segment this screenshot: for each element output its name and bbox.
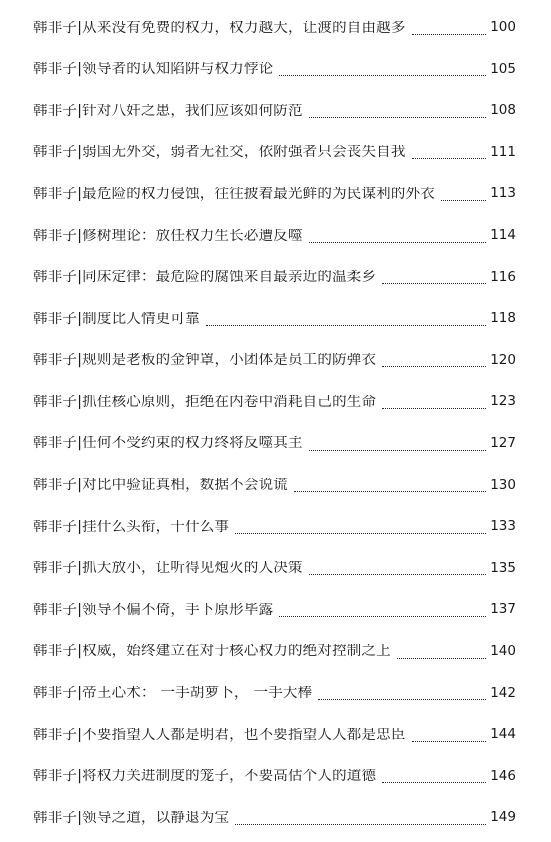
toc-entry-page-number: 116 [490, 268, 516, 285]
toc-dot-leader [309, 573, 486, 575]
toc-dot-leader [309, 241, 486, 243]
toc-entry-page-number: 123 [490, 393, 516, 410]
toc-entry-page-number: 133 [490, 518, 516, 535]
toc-entry[interactable] [0, 7, 551, 49]
toc-entry-page-number: 146 [490, 767, 516, 784]
toc-dot-leader [397, 657, 486, 659]
toc-entry-title: 韩非子|领导者的认知陷阱与权力悖论 [33, 62, 274, 77]
toc-entry-title: 韩非子|从来没有免费的权力，权力越大，让渡的自由越多 [33, 20, 406, 36]
toc-entry-page-number: 135 [490, 559, 516, 576]
toc-entry-title: 韩非子|权威，始终建立在对于核心权力的绝对控制之上 [33, 644, 391, 659]
toc-dot-leader [441, 199, 486, 201]
toc-dot-leader [382, 407, 486, 409]
toc-entry-title: 韩非子|修树理论：放任权力生长必遭反噬 [33, 228, 303, 244]
toc-dot-leader [235, 532, 486, 534]
toc-entry[interactable] [0, 756, 551, 798]
toc-entry[interactable] [0, 465, 551, 507]
toc-entry-title: 韩非子|制度比人情更可靠 [33, 311, 200, 327]
toc-entry-title: 韩非子|对比中验证真相，数据不会说谎 [33, 478, 288, 493]
toc-entry-title: 韩非子|抓大放小，让听得见炮火的人决策 [33, 561, 303, 576]
toc-dot-leader [279, 615, 486, 617]
toc-entry-page-number: 113 [490, 185, 516, 202]
toc-entry-page-number: 144 [490, 726, 516, 743]
toc-dot-leader [206, 324, 486, 326]
toc-entry[interactable] [0, 423, 551, 465]
table-of-contents [0, 7, 551, 839]
toc-entry-title: 韩非子|领导不偏不倚，手下原形毕露 [33, 602, 274, 618]
toc-entry-page-number: 149 [490, 809, 516, 826]
toc-entry-page-number: 140 [490, 642, 516, 659]
toc-dot-leader [309, 449, 486, 451]
toc-entry[interactable] [0, 714, 551, 756]
toc-entry[interactable] [0, 797, 551, 839]
toc-entry[interactable] [0, 589, 551, 631]
toc-dot-leader [294, 490, 486, 492]
toc-dot-leader [412, 157, 486, 159]
toc-entry-title: 韩非子|针对八奸之患，我们应该如何防范 [33, 103, 303, 119]
toc-entry-page-number: 137 [490, 601, 516, 618]
toc-entry[interactable] [0, 631, 551, 673]
toc-entry-title: 韩非子|规则是老板的金钟罩，小团体是员工的防弹衣 [33, 353, 377, 368]
toc-entry[interactable] [0, 173, 551, 215]
toc-entry-title: 韩非子|帝王心术： 一手胡萝卜， 一手大棒 [33, 686, 313, 701]
toc-entry-page-number: 105 [490, 60, 516, 77]
toc-entry[interactable] [0, 49, 551, 91]
toc-dot-leader [279, 74, 486, 76]
toc-entry-title: 韩非子|将权力关进制度的笼子，不要高估个人的道德 [33, 769, 377, 784]
toc-entry-title: 韩非子|不要指望人人都是明君，也不要指望人人都是忠臣 [33, 727, 406, 743]
toc-entry-title: 韩非子|抓住核心原则，拒绝在内卷中消耗自己的生命 [33, 394, 377, 410]
toc-entry[interactable] [0, 673, 551, 715]
toc-entry[interactable] [0, 90, 551, 132]
toc-entry[interactable] [0, 548, 551, 590]
toc-entry-title: 韩非子|领导之道，以静退为宝 [33, 810, 230, 826]
toc-entry[interactable] [0, 298, 551, 340]
toc-entry-page-number: 114 [490, 227, 516, 244]
toc-entry-page-number: 142 [490, 684, 516, 701]
toc-dot-leader [382, 282, 486, 284]
toc-entry-title: 韩非子|最危险的权力侵蚀，往往披着最光鲜的为民谋利的外衣 [33, 186, 435, 202]
toc-entry-page-number: 127 [490, 434, 516, 451]
toc-entry[interactable] [0, 381, 551, 423]
toc-entry-title: 韩非子|弱国无外交，弱者无社交，依附强者只会丧失自我 [33, 145, 406, 160]
toc-entry-title: 韩非子|挂什么头衔，干什么事 [33, 519, 230, 535]
toc-entry[interactable] [0, 215, 551, 257]
toc-entry-page-number: 118 [490, 310, 516, 327]
toc-entry-page-number: 100 [490, 19, 516, 36]
toc-entry-title: 韩非子|同床定律：最危险的腐蚀来自最亲近的温柔乡 [33, 270, 377, 285]
toc-entry[interactable] [0, 257, 551, 299]
toc-dot-leader [235, 823, 486, 825]
toc-dot-leader [382, 365, 486, 367]
toc-entry[interactable] [0, 132, 551, 174]
toc-dot-leader [412, 33, 486, 35]
toc-entry-page-number: 130 [490, 476, 516, 493]
toc-entry-page-number: 120 [490, 351, 516, 368]
toc-entry[interactable] [0, 340, 551, 382]
toc-dot-leader [412, 740, 486, 742]
toc-dot-leader [382, 781, 486, 783]
toc-dot-leader [318, 698, 486, 700]
toc-entry[interactable] [0, 506, 551, 548]
toc-entry-title: 韩非子|任何不受约束的权力终将反噬其主 [33, 436, 303, 451]
toc-entry-page-number: 108 [490, 102, 516, 119]
toc-dot-leader [309, 116, 486, 118]
toc-entry-page-number: 111 [490, 143, 516, 160]
